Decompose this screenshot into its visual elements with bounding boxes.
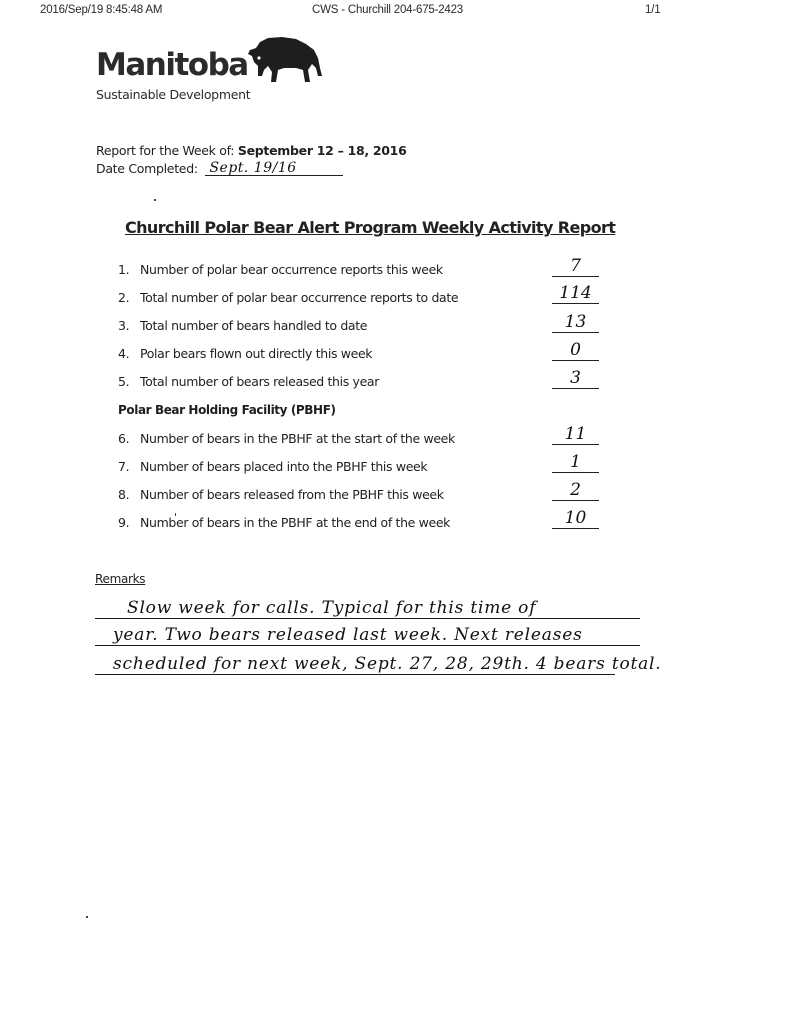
- remarks-text: year. Two bears released last week. Next releases: [113, 625, 583, 645]
- report-item: 1. Number of polar bear occurrence reports this week: [118, 262, 443, 277]
- item-label: Total number of bears handled to date: [140, 318, 368, 333]
- bison-icon: [246, 36, 324, 86]
- item-answer-field[interactable]: 114: [552, 283, 599, 304]
- remarks-line[interactable]: [95, 596, 640, 619]
- scan-speck: [154, 199, 156, 201]
- item-answer-field[interactable]: 2: [552, 480, 599, 501]
- item-label: Number of bears in the PBHF at the end of the week: [140, 515, 451, 530]
- fax-page-number: 1/1: [645, 4, 661, 16]
- fax-header: [0, 4, 791, 20]
- report-week-value: September 12 – 18, 2016: [237, 143, 407, 158]
- logo-department: Sustainable Development: [96, 87, 251, 102]
- item-label: Polar bears flown out directly this week: [140, 346, 373, 361]
- fax-timestamp: 2016/Sep/19 8:45:48 AM: [40, 4, 163, 16]
- item-label: Total number of bears released this year: [140, 374, 380, 389]
- item-answer-field[interactable]: 13: [552, 312, 599, 333]
- report-item: 8. Number of bears released from the PBHF this week: [118, 487, 444, 502]
- item-label: Number of polar bear occurrence reports this week: [140, 262, 443, 277]
- report-title: Churchill Polar Bear Alert Program Weekly Activity Report: [125, 218, 616, 237]
- item-answer-field[interactable]: 11: [552, 424, 599, 445]
- logo-wordmark: Manitoba: [96, 47, 248, 83]
- remarks-line[interactable]: [95, 652, 662, 675]
- remarks-line[interactable]: [95, 623, 640, 646]
- date-completed-value: Sept. 19/16: [209, 160, 297, 176]
- manitoba-logo: [96, 36, 336, 106]
- remarks-text: scheduled for next week, Sept. 27, 28, 29th. 4 bears total.: [113, 654, 662, 674]
- item-answer-field[interactable]: 7: [552, 256, 599, 277]
- report-week: [96, 143, 406, 158]
- scan-speck: [86, 916, 88, 918]
- item-label: Number of bears in the PBHF at the start of the week: [140, 431, 455, 446]
- remarks-text: Slow week for calls. Typical for this time of: [127, 598, 537, 618]
- item-label: Number of bears placed into the PBHF this week: [140, 459, 428, 474]
- fax-sender: CWS - Churchill 204-675-2423: [312, 4, 463, 16]
- date-completed: [96, 161, 343, 176]
- remarks-label: Remarks: [95, 572, 146, 586]
- item-answer-field[interactable]: 0: [552, 340, 599, 361]
- report-item: 9. Number of bears in the PBHF at the end of the week: [118, 515, 451, 530]
- date-completed-label: Date Completed:: [96, 161, 198, 176]
- item-label: Number of bears released from the PBHF this week: [140, 487, 444, 502]
- date-completed-field[interactable]: [205, 161, 343, 176]
- report-item: 5. Total number of bears released this year: [118, 374, 380, 389]
- item-answer-field[interactable]: 3: [552, 368, 599, 389]
- report-item: 4. Polar bears flown out directly this week: [118, 346, 373, 361]
- pbhf-section-heading: Polar Bear Holding Facility (PBHF): [118, 403, 336, 417]
- report-item: 6. Number of bears in the PBHF at the start of the week: [118, 431, 455, 446]
- report-week-label: Report for the Week of:: [96, 143, 235, 158]
- report-item: 3. Total number of bears handled to date: [118, 318, 368, 333]
- item-answer-field[interactable]: 1: [552, 452, 599, 473]
- report-item: 2. Total number of polar bear occurrence reports to date: [118, 290, 459, 305]
- item-answer-field[interactable]: 10: [552, 508, 599, 529]
- item-label: Total number of polar bear occurrence reports to date: [140, 290, 459, 305]
- report-item: 7. Number of bears placed into the PBHF this week: [118, 459, 428, 474]
